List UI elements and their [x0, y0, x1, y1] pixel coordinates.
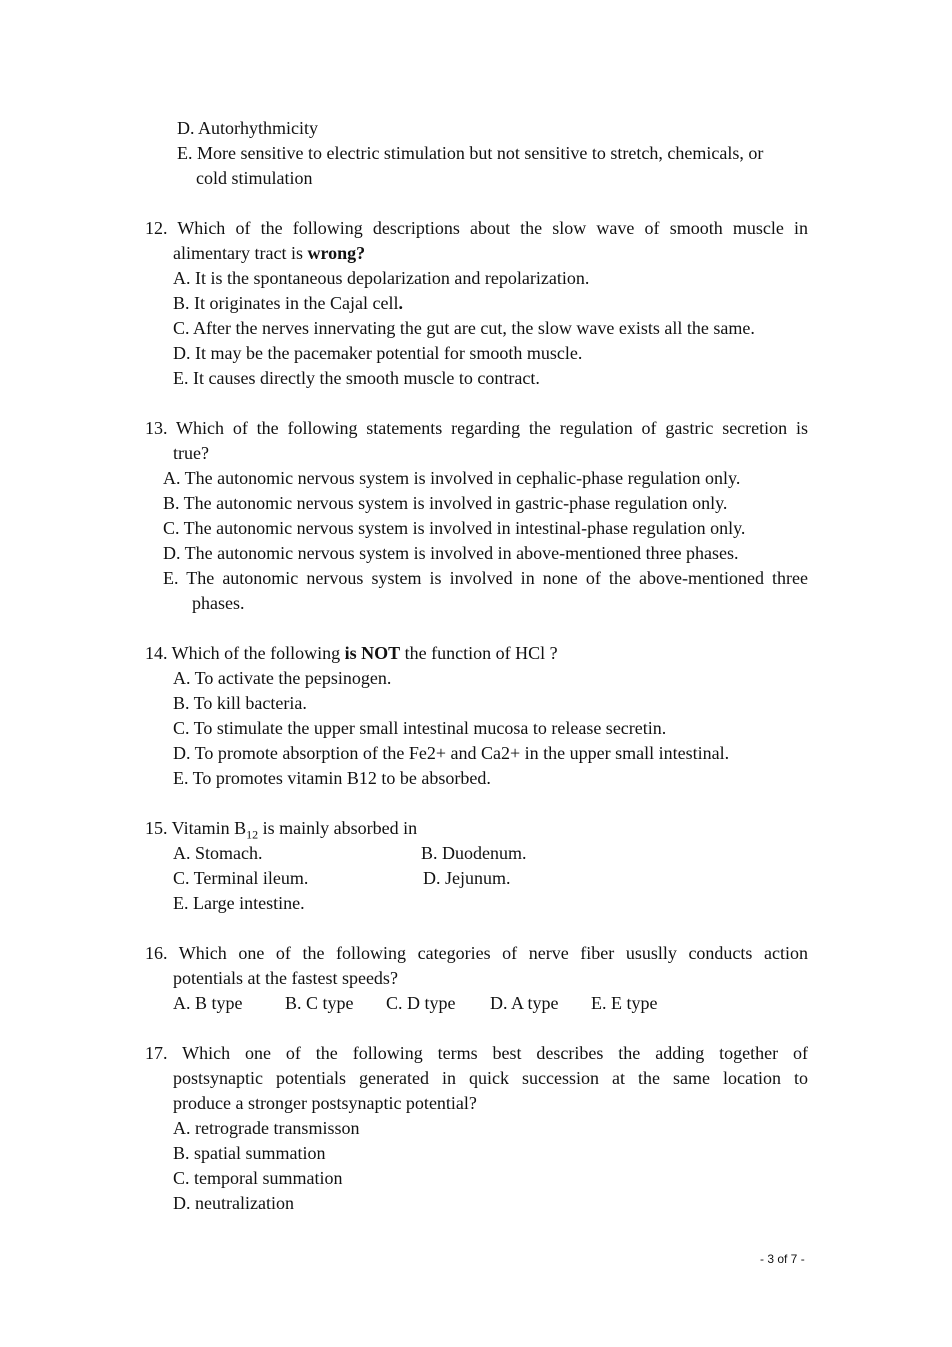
q14-option-c: C. To stimulate the upper small intestinal mucosa to release secretin. — [173, 718, 667, 738]
q15-options-row1 — [173, 841, 573, 866]
q15-option-a: A. Stomach. — [173, 843, 263, 863]
q14-option-d: D. To promote absorption of the Fe2+ and Ca2+ in the upper small intestinal. — [173, 743, 730, 763]
q13-option-e-line2: phases. — [192, 593, 245, 613]
q16-option-e: E. E type — [591, 993, 658, 1013]
q13-option-c: C. The autonomic nervous system is involved in intestinal-phase regulation only. — [163, 518, 746, 538]
q15-option-b: B. Duodenum. — [421, 843, 527, 863]
q12-option-b-period: . — [398, 293, 403, 313]
q12-option-b-text: B. It originates in the Cajal cell — [173, 293, 399, 313]
q13-option-a: A. The autonomic nervous system is involved in cephalic-phase regulation only. — [163, 468, 741, 488]
q13-option-d: D. The autonomic nervous system is involved in above-mentioned three phases. — [163, 543, 739, 563]
q16-option-a: A. B type — [173, 993, 243, 1013]
q14-stem — [145, 641, 558, 666]
q15-option-d: D. Jejunum. — [423, 868, 511, 888]
q16-option-b: B. C type — [285, 993, 354, 1013]
q14-stem-text-1: 14. Which of the following — [145, 643, 345, 663]
q17-stem-line1: 17. Which one of the following terms best describes the adding together of — [145, 1043, 808, 1063]
q13-option-e-line1: E. The autonomic nervous system is involved in none of the above-mentioned three — [163, 568, 808, 588]
q17-option-b: B. spatial summation — [173, 1143, 326, 1163]
q14-option-b: B. To kill bacteria. — [173, 693, 307, 713]
q13-option-b: B. The autonomic nervous system is involved in gastric-phase regulation only. — [163, 493, 728, 513]
q16-options-row — [173, 991, 693, 1016]
q12-option-b — [173, 291, 403, 316]
q17-stem-line3: produce a stronger postsynaptic potential? — [173, 1093, 477, 1113]
q15-option-c: C. Terminal ileum. — [173, 868, 309, 888]
q17-option-a: A. retrograde transmisson — [173, 1118, 360, 1138]
prev-option-e-line1: E. More sensitive to electric stimulation but not sensitive to stretch, chemicals, or — [177, 143, 764, 163]
q12-option-a: A. It is the spontaneous depolarization and repolarization. — [173, 268, 590, 288]
q17-option-c: C. temporal summation — [173, 1168, 343, 1188]
q12-stem-emphasis: wrong? — [307, 243, 366, 263]
q16-stem-line2: potentials at the fastest speeds? — [173, 968, 398, 988]
q15-options-row2 — [173, 866, 573, 891]
q15-option-e: E. Large intestine. — [173, 893, 305, 913]
q12-stem-line2 — [173, 241, 365, 266]
q13-stem-line2: true? — [173, 443, 209, 463]
q15-stem-subscript: 12 — [246, 827, 259, 842]
q12-option-c: C. After the nerves innervating the gut are cut, the slow wave exists all the same. — [173, 318, 755, 338]
q14-stem-text-2: the function of HCl ? — [400, 643, 558, 663]
q16-option-c: C. D type — [386, 993, 456, 1013]
q16-option-d: D. A type — [490, 993, 559, 1013]
q15-stem — [145, 816, 417, 841]
q14-stem-emphasis: is NOT — [344, 643, 401, 663]
q17-stem-line2: postsynaptic potentials generated in quick succession at the same location to — [173, 1068, 808, 1088]
q12-option-d: D. It may be the pacemaker potential for smooth muscle. — [173, 343, 583, 363]
q14-option-a: A. To activate the pepsinogen. — [173, 668, 392, 688]
page-number: - 3 of 7 - — [760, 1252, 805, 1266]
prev-option-d: D. Autorhythmicity — [177, 118, 318, 138]
q12-stem-line1: 12. Which of the following descriptions about the slow wave of smooth muscle in — [145, 218, 808, 238]
q17-option-d: D. neutralization — [173, 1193, 294, 1213]
prev-option-e-line2: cold stimulation — [196, 168, 313, 188]
q14-option-e: E. To promotes vitamin B12 to be absorbed. — [173, 768, 491, 788]
q16-stem-line1: 16. Which one of the following categories of nerve fiber ususlly conducts action — [145, 943, 808, 963]
q15-stem-text-1: 15. Vitamin B — [145, 818, 247, 838]
q12-option-e: E. It causes directly the smooth muscle to contract. — [173, 368, 540, 388]
q13-stem-line1: 13. Which of the following statements regarding the regulation of gastric secretion is — [145, 418, 808, 438]
q12-stem-text: alimentary tract is — [173, 243, 308, 263]
q15-stem-text-2: is mainly absorbed in — [258, 818, 418, 838]
